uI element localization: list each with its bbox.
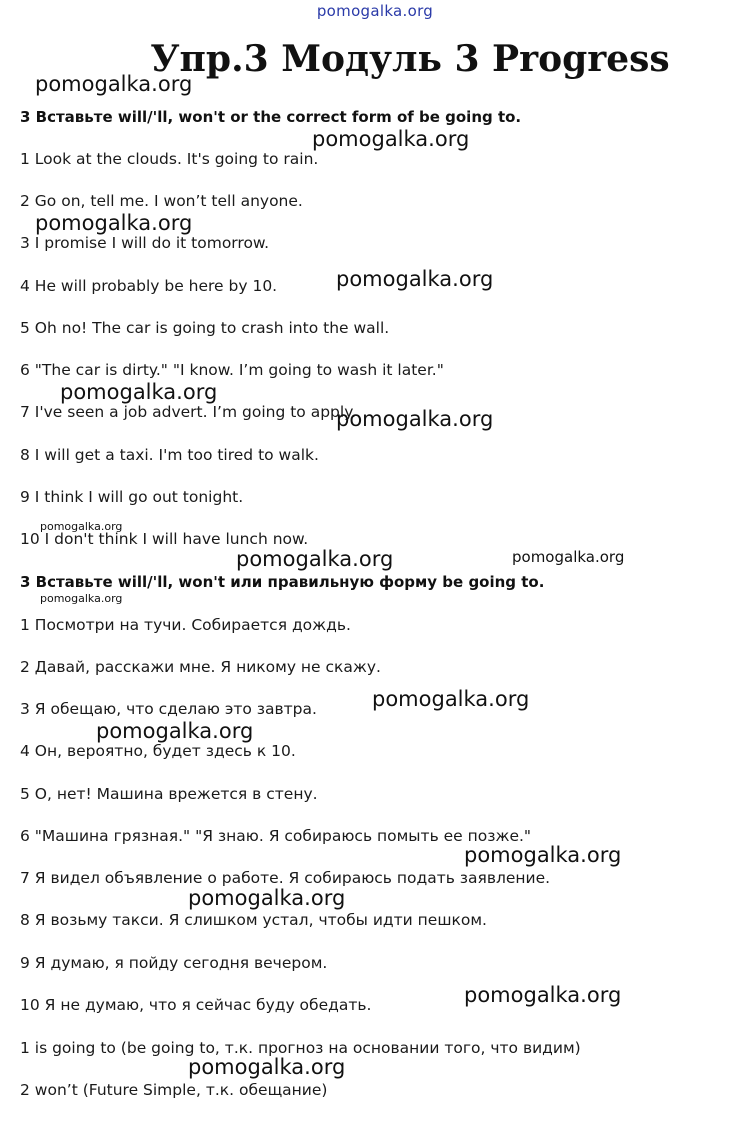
watermark-7: pomogalka.org: [236, 547, 394, 571]
watermark-6: pomogalka.org: [336, 407, 494, 431]
russian-line-1: 1 Посмотри на тучи. Собирается дождь.: [20, 616, 351, 634]
english-line-6: 6 "The car is dirty." "I know. I’m going to wash it later.": [20, 361, 444, 379]
watermark-13: pomogalka.org: [188, 1055, 346, 1079]
watermark-4: pomogalka.org: [336, 267, 494, 291]
english-line-4: 4 He will probably be here by 10.: [20, 277, 278, 295]
watermark-3: pomogalka.org: [35, 211, 193, 235]
russian-line-3: 3 Я обещаю, что сделаю это завтра.: [20, 700, 317, 718]
russian-line-9: 9 Я думаю, я пойду сегодня вечером.: [20, 954, 328, 972]
english-line-7: 7 I've seen a job advert. I’m going to apply.: [20, 403, 357, 421]
watermark-12: pomogalka.org: [464, 983, 622, 1007]
watermark-8: pomogalka.org: [372, 687, 530, 711]
watermark-10: pomogalka.org: [464, 843, 622, 867]
english-line-8: 8 I will get a taxi. I'm too tired to walk.: [20, 446, 319, 464]
russian-line-5: 5 О, нет! Машина врежется в стену.: [20, 785, 318, 803]
russian-line-8: 8 Я возьму такси. Я слишком устал, чтобы идти пешком.: [20, 911, 487, 929]
watermark-2: pomogalka.org: [312, 127, 470, 151]
russian-line-6: 6 "Машина грязная." "Я знаю. Я собираюсь помыть ее позже.": [20, 827, 532, 845]
watermark-9: pomogalka.org: [96, 719, 254, 743]
russian-line-2: 2 Давай, расскажи мне. Я никому не скажу.: [20, 658, 381, 676]
explanation-line-1: 1 is going to (be going to, т.к. прогноз на основании того, что видим): [20, 1039, 581, 1057]
page-title: Упр.3 Модуль 3 Progress: [150, 38, 670, 80]
russian-line-7: 7 Я видел объявление о работе. Я собираюсь подать заявление.: [20, 869, 551, 887]
watermark-11: pomogalka.org: [188, 886, 346, 910]
watermark-medium-1: pomogalka.org: [512, 548, 625, 566]
watermark-1: pomogalka.org: [35, 72, 193, 96]
english-line-5: 5 Oh no! The car is going to crash into the wall.: [20, 319, 390, 337]
english-line-2: 2 Go on, tell me. I won’t tell anyone.: [20, 192, 303, 210]
russian-line-10: 10 Я не думаю, что я сейчас буду обедать.: [20, 996, 372, 1014]
english-line-3: 3 I promise I will do it tomorrow.: [20, 234, 270, 252]
english-line-10: 10 I don't think I will have lunch now.: [20, 530, 309, 548]
english-line-1: 1 Look at the clouds. It's going to rain.: [20, 150, 319, 168]
watermark-5: pomogalka.org: [60, 380, 218, 404]
english-task-heading: 3 Вставьте will/'ll, won't or the correct form of be going to.: [20, 108, 522, 126]
russian-task-heading: 3 Вставьте will/'ll, won't или правильную форму be going to.: [20, 573, 545, 591]
top-watermark: pomogalka.org: [316, 2, 434, 20]
russian-line-4: 4 Он, вероятно, будет здесь к 10.: [20, 742, 296, 760]
watermark-small-1: pomogalka.org: [40, 520, 123, 533]
explanation-line-2: 2 won’t (Future Simple, т.к. обещание): [20, 1081, 328, 1099]
watermark-small-2: pomogalka.org: [40, 592, 123, 605]
english-line-9: 9 I think I will go out tonight.: [20, 488, 244, 506]
